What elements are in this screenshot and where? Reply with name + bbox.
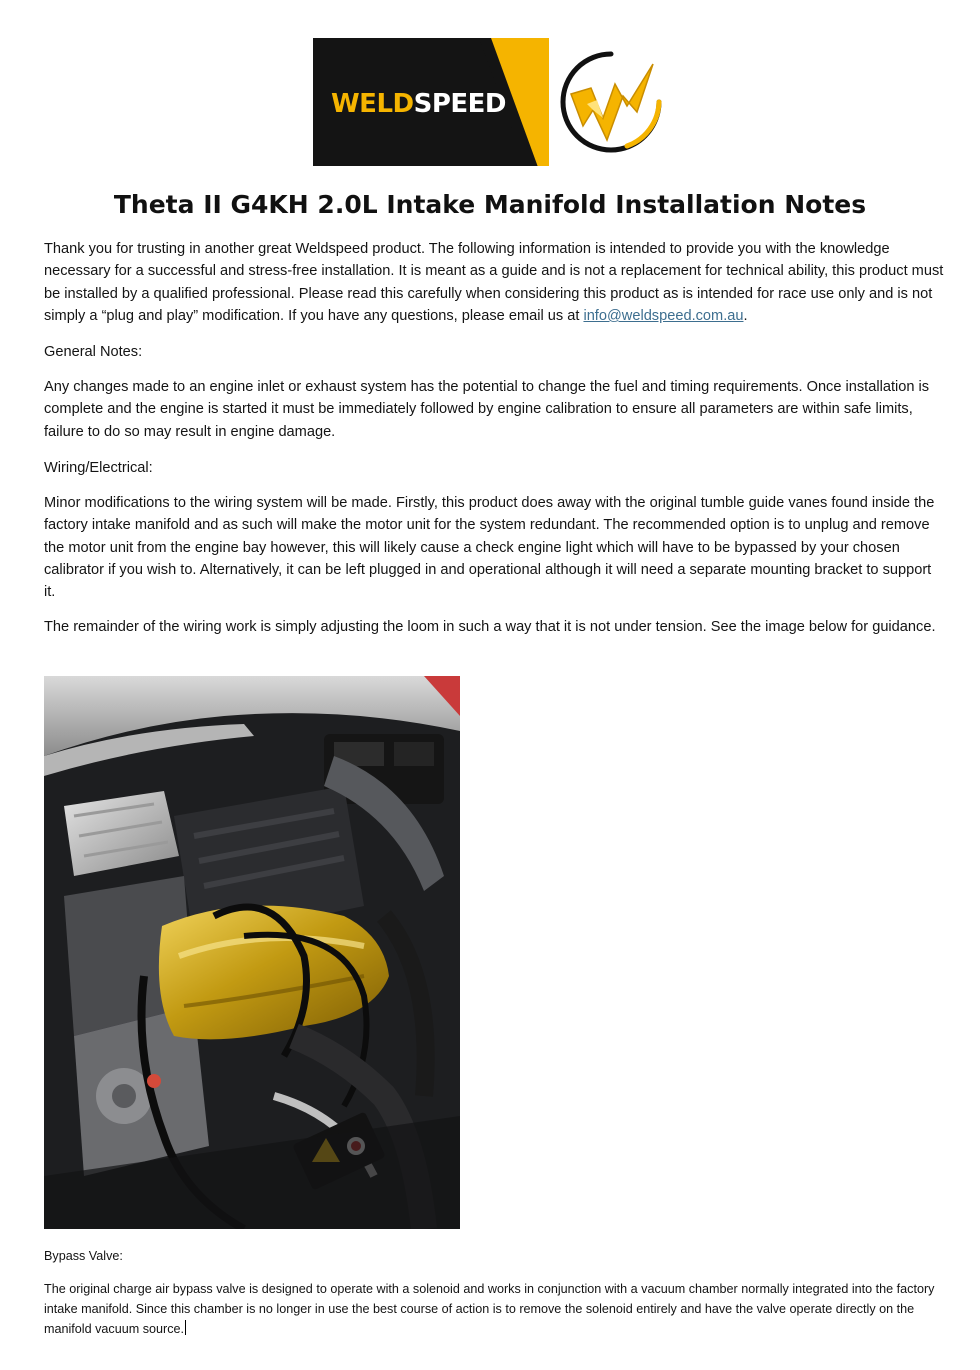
logo-word-weld: WELD xyxy=(331,89,414,119)
general-notes-paragraph: Any changes made to an engine inlet or exhaust system has the potential to change the fuel and timing requirements. Once installation is complete and the engine is started it must be immediately followed by engine calibration to ensure all parameters are within safe limits, failure to do so may result in engine damage. xyxy=(44,379,930,440)
engine-bay-photo xyxy=(44,676,460,1229)
intro-text: Thank you for trusting in another great Weldspeed product. The following information is intended to provide you with the knowledge necessary for a successful and stress-free installation. It is meant as a guide and is not a replacement for technical ability, this product must be installed by a qualified professional. Please read this carefully when considering this product as is intended for race use only and is not simply a “plug and play” modification. If you have any questions, please email us at xyxy=(44,241,944,324)
engine-bay-illustration xyxy=(44,676,460,1229)
intro-paragraph xyxy=(44,238,944,327)
page-title: Theta II G4KH 2.0L Intake Manifold Installation Notes xyxy=(113,190,867,219)
general-notes-heading: General Notes: xyxy=(44,344,143,360)
lightning-w-emblem-icon xyxy=(557,48,665,156)
text-cursor xyxy=(185,1320,186,1335)
wiring-heading: Wiring/Electrical: xyxy=(44,460,153,476)
logo-word-speed: SPEED xyxy=(413,89,506,119)
email-link[interactable]: info@weldspeed.com.au xyxy=(583,307,744,324)
logo-wordmark xyxy=(331,90,506,118)
bypass-valve-paragraph xyxy=(44,1280,944,1339)
wiring-paragraph-2: The remainder of the wiring work is simply adjusting the loom in such a way that it is not under tension. See the image below for guidance. xyxy=(44,619,936,635)
bypass-valve-heading: Bypass Valve: xyxy=(44,1249,123,1263)
bypass-valve-text: The original charge air bypass valve is designed to operate with a solenoid and works in conjunction with a vacuum chamber normally integrated into the factory intake manifold. Since this chamber is no longer in use the best course of action is to remove the solenoid entirely and have the valve operate directly on the manifold vacuum source. xyxy=(44,1282,935,1336)
logo-badge xyxy=(313,38,549,166)
weldspeed-logo xyxy=(313,38,673,166)
wiring-paragraph-1: Minor modifications to the wiring system will be made. Firstly, this product does away with the original tumble guide vanes found inside the factory intake manifold and as such will make the motor unit for the system redundant. The recommended option is to unplug and remove the motor unit from the engine bay however, this will likely cause a check engine light which will have to be bypassed by your chosen calibrator if you wish to. Alternatively, it can be left plugged in and operational although it will need a separate mounting bracket to support it. xyxy=(44,495,935,601)
intro-end: . xyxy=(743,307,748,324)
